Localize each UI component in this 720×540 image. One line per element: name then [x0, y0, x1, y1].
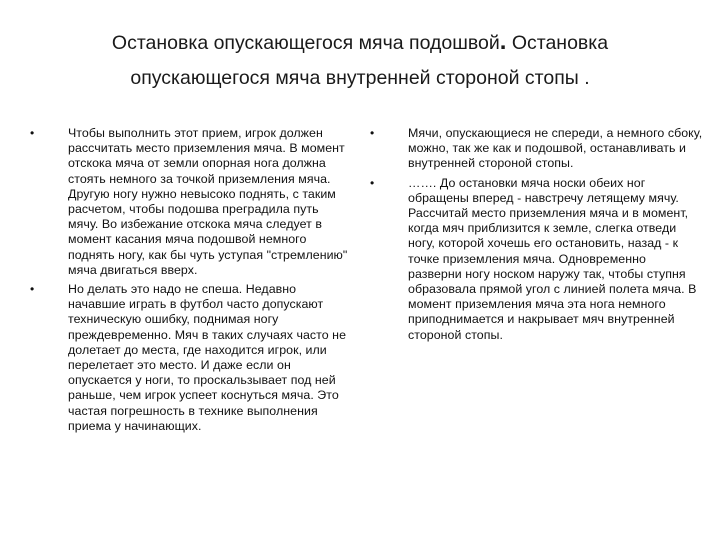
left-bullet-list [28, 126, 348, 434]
right-column [368, 126, 703, 347]
list-item [28, 282, 348, 434]
left-column [28, 126, 348, 438]
slide-title-part2: Остановка опускающегося мяча внутренней стороной стопы . [130, 32, 609, 89]
bullet-text: Чтобы выполнить этот прием, игрок должен рассчитать место приземления мяча. В момент отскока мяча от земли опорная нога должна стоять немного за точкой приземления мяча. Другую ногу нужно невысоко поднять, с таким расчетом, чтобы подошва преградила путь мячу. Во избежание отскока мяча следует в момент касания мяча подошвой немного поднять ногу, как бы чуть уступая "стремлению" мяча двигаться вверх. [68, 126, 348, 277]
bullet-text: Но делать это надо не спеша. Недавно начавшие играть в футбол часто допускают техническую ошибку, поднимая ногу преждевременно. Мяч в таких случаях часто не долетает до места, где находится игрок, или перелетает это место. И даже если он опускается у ноги, то проскальзывает под ней раньше, чем игрок успеет коснуться мяча. Это частая погрешность в технике выполнения приема у начинающих. [68, 282, 347, 433]
list-item [368, 126, 703, 172]
right-bullet-list [368, 126, 703, 343]
bullet-icon: • [30, 126, 35, 140]
slide-title-part1: Остановка опускающегося мяча подошвой [111, 32, 500, 54]
list-item [368, 176, 703, 343]
bullet-text: ……. До остановки мяча носки обеих ног обращены вперед - навстречу летящему мячу. Рассчитай место приземления мяча и в момент, когда мяч приблизится к земле, слегка отведи ногу, которой хочешь его остановить, назад - к точке приземления мяча. Одновременно разверни ногу носком наружу так, чтобы ступня образовала прямой угол с линией полета мяча. В момент приземления мяча эта нога немного приподнимается и накрывает мяч внутренней стороной стопы. [408, 175, 697, 342]
bullet-icon: • [370, 175, 375, 190]
list-item [28, 126, 348, 278]
bullet-icon: • [30, 282, 35, 297]
bullet-text: Мячи, опускающиеся не спереди, а немного сбоку, можно, так же как и подошвой, останавливать и внутренней стороной стопы. [408, 126, 703, 171]
slide-title [40, 24, 680, 96]
slide-title-dot: . [499, 28, 507, 55]
bullet-icon: • [370, 126, 375, 140]
